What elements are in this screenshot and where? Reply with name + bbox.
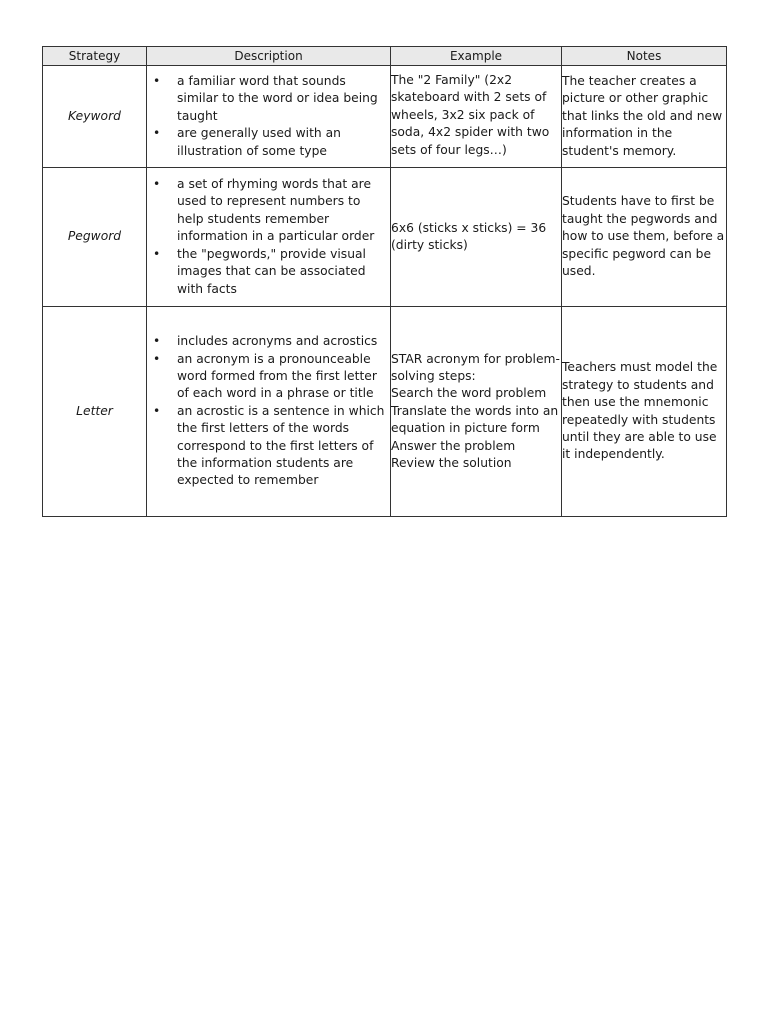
list-item [147, 246, 390, 298]
mnemonic-strategies-table [42, 46, 727, 517]
list-item [147, 333, 390, 350]
example-text: 6x6 (sticks x sticks) = 36 (dirty sticks) [391, 220, 547, 252]
bullet-icon: • [153, 246, 161, 261]
description-cell [147, 66, 391, 168]
header-notes: Notes [562, 47, 727, 66]
description-cell [147, 168, 391, 307]
list-item [147, 351, 390, 403]
description-list [147, 176, 390, 298]
bullet-icon: • [153, 177, 161, 192]
example-line: Search the word problem [391, 386, 547, 401]
list-item-text: the "pegwords," provide visual images that can be associated with facts [177, 246, 366, 296]
list-item-text: includes acronyms and acrostics [177, 334, 378, 349]
list-item-text: are generally used with an illustration of some type [177, 126, 341, 158]
table-row-letter [43, 307, 727, 517]
list-item [147, 125, 390, 160]
list-item-text: an acrostic is a sentence in which the first letters of the words correspond to the first letters of the information students are expected to remember [177, 403, 385, 488]
list-item-text: a set of rhyming words that are used to represent numbers to help students remember information in a particular order [177, 177, 375, 244]
list-item [147, 176, 390, 246]
table-row-pegword [43, 168, 727, 307]
strategy-cell: Pegword [43, 168, 147, 307]
example-cell [391, 307, 562, 517]
header-strategy: Strategy [43, 47, 147, 66]
list-item [147, 403, 390, 490]
example-text: The "2 Family" (2x2 skateboard with 2 sets of wheels, 3x2 six pack of soda, 4x2 spider with two sets of four legs…) [391, 73, 550, 157]
bullet-icon: • [153, 403, 161, 418]
table-header-row [43, 47, 727, 66]
table-row-keyword [43, 66, 727, 168]
strategy-cell: Letter [43, 307, 147, 517]
bullet-icon: • [153, 351, 161, 366]
notes-cell: Teachers must model the strategy to students and then use the mnemonic repeatedly with students until they are able to use it independently. [562, 307, 727, 517]
example-line: Answer the problem [391, 438, 516, 453]
header-description: Description [147, 47, 391, 66]
notes-cell: Students have to first be taught the pegwords and how to use them, before a specific pegword can be used. [562, 168, 727, 307]
notes-cell: The teacher creates a picture or other graphic that links the old and new information in the student's memory. [562, 66, 727, 168]
example-line: Review the solution [391, 456, 512, 471]
list-item [147, 73, 390, 125]
description-list [147, 333, 390, 490]
bullet-icon: • [153, 73, 161, 88]
description-cell [147, 307, 391, 517]
bullet-icon: • [153, 334, 161, 349]
list-item-text: an acronym is a pronounceable word formed from the first letter of each word in a phrase or title [177, 351, 377, 401]
description-list [147, 73, 390, 160]
example-line: STAR acronym for problem-solving steps: [391, 351, 560, 383]
example-cell [391, 168, 562, 307]
header-example: Example [391, 47, 562, 66]
bullet-icon: • [153, 126, 161, 141]
strategy-cell: Keyword [43, 66, 147, 168]
list-item-text: a familiar word that sounds similar to the word or idea being taught [177, 73, 378, 123]
example-line: Translate the words into an equation in picture form [391, 403, 559, 436]
example-cell [391, 66, 562, 168]
